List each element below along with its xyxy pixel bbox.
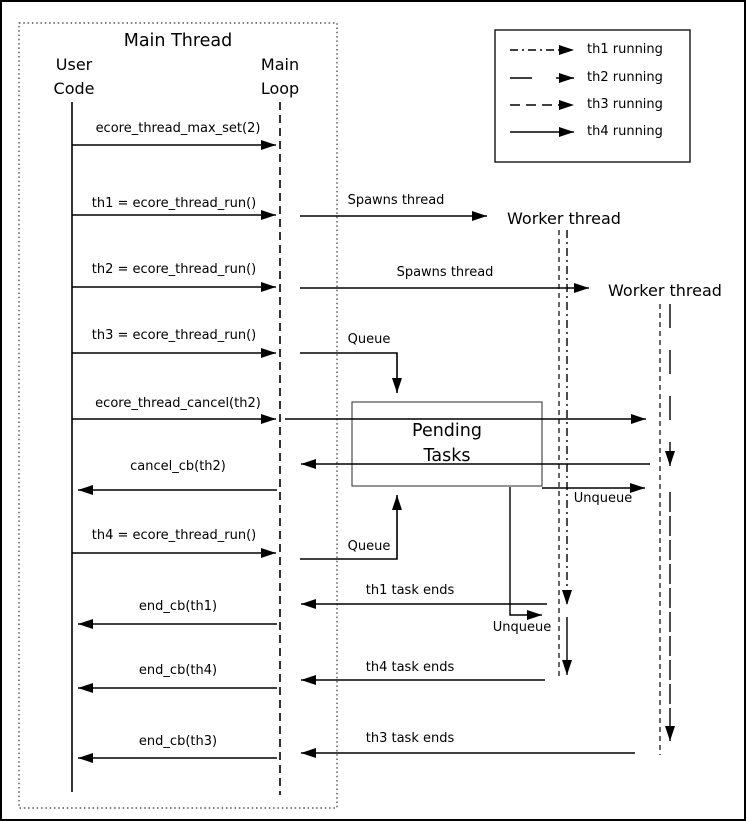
pending-tasks-label-line1: Pending bbox=[412, 421, 482, 441]
user-code-label-line1: User bbox=[55, 55, 93, 74]
main-loop-label bbox=[261, 53, 299, 101]
main-thread-box bbox=[19, 23, 337, 808]
legend-item-th4: th4 running bbox=[587, 124, 663, 139]
arrow-queue-th3 bbox=[300, 353, 397, 393]
user-code-label bbox=[54, 53, 95, 101]
msg-max-set: ecore_thread_max_set(2) bbox=[95, 121, 261, 136]
msg-th3-ends: th3 task ends bbox=[365, 731, 455, 746]
legend-item-th2: th2 running bbox=[587, 70, 663, 85]
msg-th4-ends: th4 task ends bbox=[365, 660, 455, 675]
msg-end-cb-th1: end_cb(th1) bbox=[138, 599, 218, 614]
main-loop-label-line2: Loop bbox=[260, 79, 300, 98]
pending-tasks-label-line2: Tasks bbox=[423, 446, 471, 466]
msg-queue1: Queue bbox=[347, 332, 391, 347]
msg-th1-ends: th1 task ends bbox=[365, 583, 455, 598]
main-thread-title: Main Thread bbox=[123, 31, 233, 51]
msg-th4-run: th4 = ecore_thread_run() bbox=[91, 528, 257, 543]
msg-cancel: ecore_thread_cancel(th2) bbox=[95, 396, 261, 411]
msg-th2-run: th2 = ecore_thread_run() bbox=[91, 262, 257, 277]
main-loop-label-line1: Main bbox=[260, 55, 300, 74]
msg-queue2: Queue bbox=[347, 539, 391, 554]
msg-unqueue1: Unqueue bbox=[573, 491, 633, 506]
worker1-label: Worker thread bbox=[507, 209, 621, 228]
user-code-label-line2: Code bbox=[53, 79, 95, 98]
msg-unqueue2: Unqueue bbox=[492, 620, 552, 635]
legend-item-th1: th1 running bbox=[587, 42, 663, 57]
msg-th3-run: th3 = ecore_thread_run() bbox=[91, 328, 257, 343]
arrow-unqueue-worker1 bbox=[510, 487, 542, 615]
msg-spawns2: Spawns thread bbox=[396, 265, 494, 280]
msg-cancel-cb: cancel_cb(th2) bbox=[130, 459, 226, 474]
pending-tasks-box bbox=[352, 402, 542, 486]
msg-end-cb-th3: end_cb(th3) bbox=[138, 734, 218, 749]
worker2-label: Worker thread bbox=[608, 281, 722, 300]
legend-item-th3: th3 running bbox=[587, 97, 663, 112]
msg-end-cb-th4: end_cb(th4) bbox=[138, 663, 218, 678]
msg-spawns1: Spawns thread bbox=[347, 193, 445, 208]
msg-th1-run: th1 = ecore_thread_run() bbox=[91, 196, 257, 211]
